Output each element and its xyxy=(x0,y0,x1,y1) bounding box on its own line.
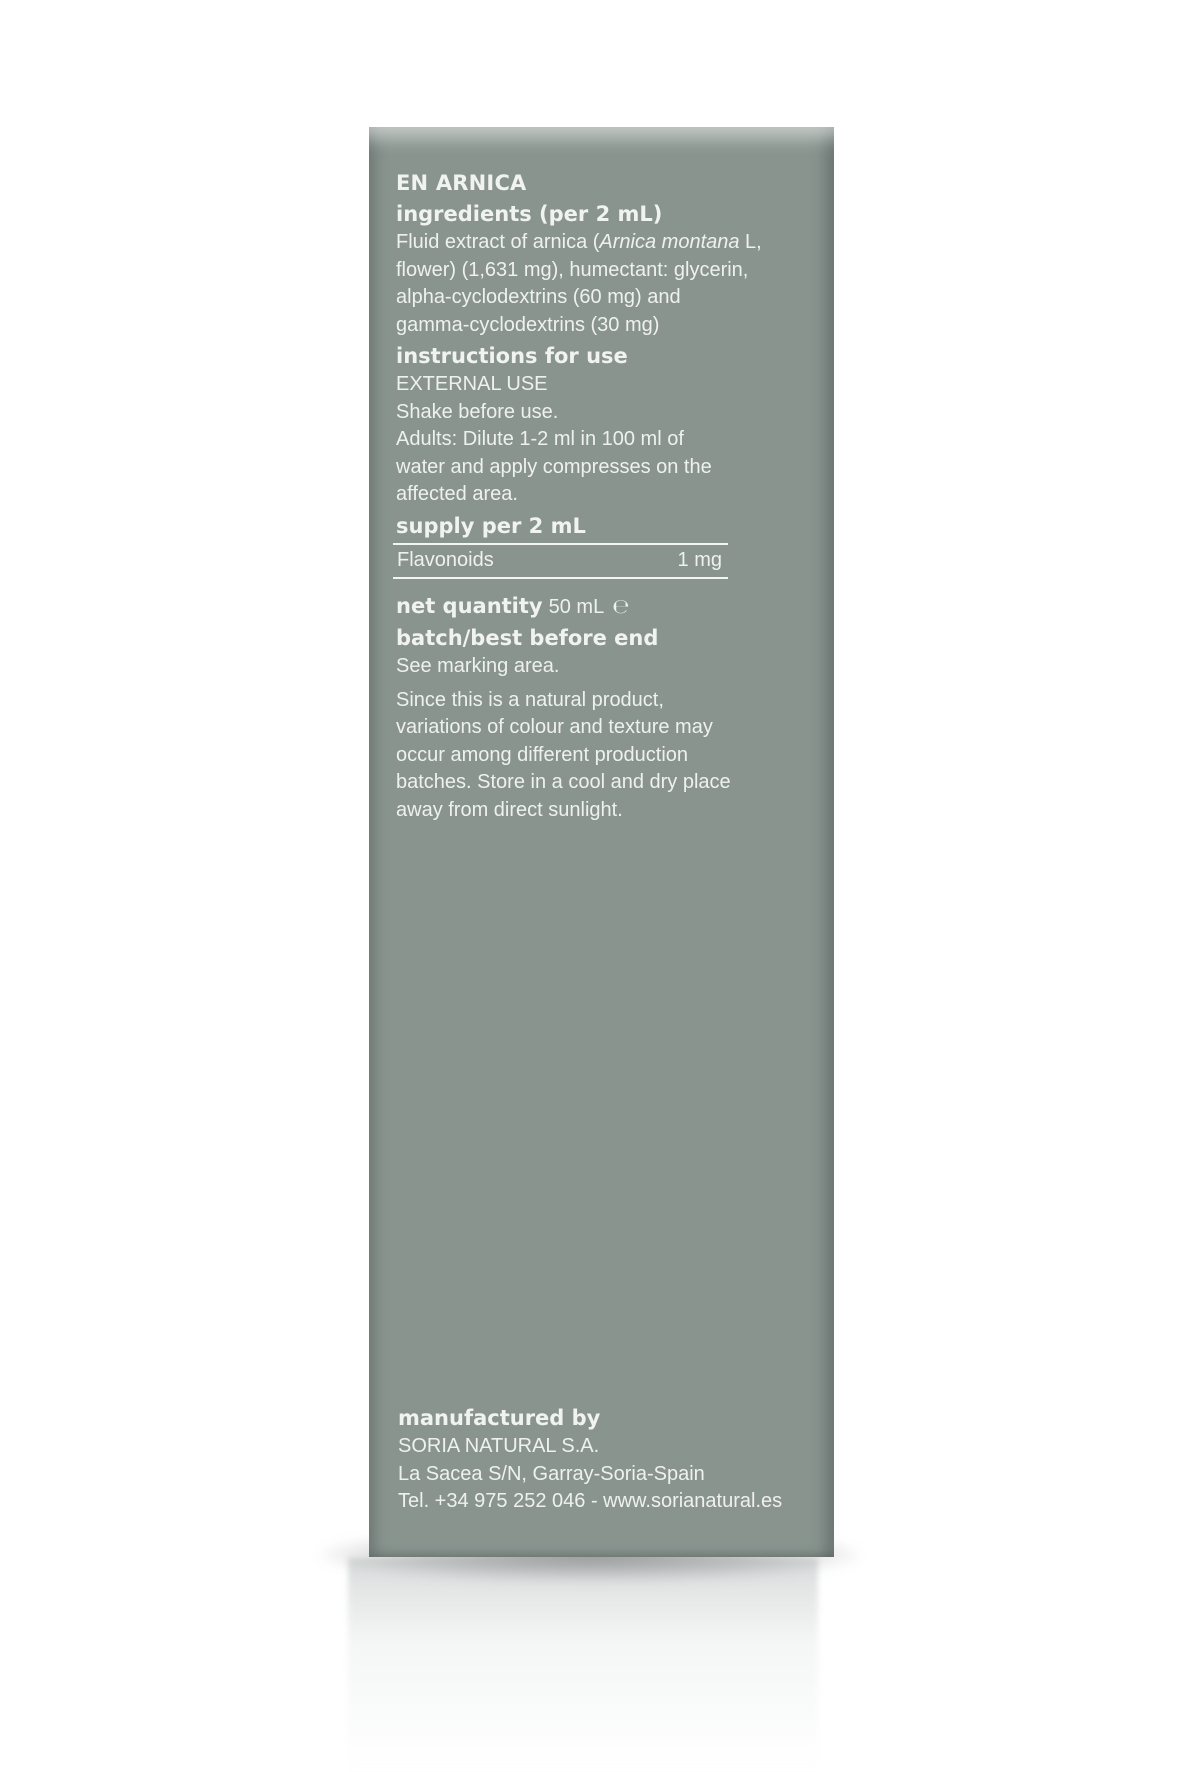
supply-item-name: Flavonoids xyxy=(397,549,494,571)
ingredients-text xyxy=(396,229,806,339)
ingredients-heading: ingredients (per 2 mL) xyxy=(396,202,663,226)
instructions-text xyxy=(396,371,806,509)
ingredients-latin-name: Arnica montana xyxy=(599,231,740,253)
ingredients-line2: flower) (1,631 mg), humectant: glycerin, xyxy=(396,258,749,281)
box-reflection xyxy=(348,1558,818,1772)
manufacturer-contact: Tel. +34 975 252 046 - www.sorianatural.es xyxy=(398,1490,783,1512)
net-quantity xyxy=(396,591,806,622)
net-quantity-label: net quantity xyxy=(396,593,543,618)
manufacturer-name: SORIA NATURAL S.A. xyxy=(398,1435,600,1457)
estimated-sign-icon: ℮ xyxy=(612,593,630,618)
instructions-line5: affected area. xyxy=(396,483,518,505)
notice-line1: Since this is a natural product, xyxy=(396,688,664,711)
batch-heading: batch/best before end xyxy=(396,626,659,650)
notice-line4: batches. Store in a cool and dry place xyxy=(396,771,731,793)
notice-line5: away from direct sunlight. xyxy=(396,798,623,821)
product-title: EN ARNICA xyxy=(396,171,527,195)
instructions-line3: Adults: Dilute 1-2 ml in 100 ml of xyxy=(396,428,684,450)
supply-table-row xyxy=(393,543,728,579)
instructions-line1: EXTERNAL USE xyxy=(396,373,548,395)
instructions-line4: water and apply compresses on the xyxy=(396,455,712,478)
ingredients-line3: alpha-cyclodextrins (60 mg) and xyxy=(396,286,681,308)
net-quantity-value: 50 mL xyxy=(548,595,605,618)
product-box-side-panel xyxy=(369,127,834,1557)
manufacturer-address: La Sacea S/N, Garray-Soria-Spain xyxy=(398,1462,705,1485)
ingredients-line1-a: Fluid extract of arnica ( xyxy=(396,231,600,253)
ingredients-line1-b: L, xyxy=(739,231,762,253)
supply-item-amount: 1 mg xyxy=(677,549,722,571)
batch-text: See marking area. xyxy=(396,655,560,677)
supply-heading: supply per 2 mL xyxy=(396,513,586,538)
notice-line2: variations of colour and texture may xyxy=(396,716,713,738)
manufacturer-block xyxy=(398,1403,818,1516)
instructions-heading: instructions for use xyxy=(396,344,628,368)
instructions-line2: Shake before use. xyxy=(396,400,559,423)
manufacturer-details xyxy=(398,1433,818,1516)
ingredients-line4: gamma-cyclodextrins (30 mg) xyxy=(396,313,660,336)
notice-line3: occur among different production xyxy=(396,743,689,766)
natural-product-notice xyxy=(396,687,806,825)
manufacturer-heading: manufactured by xyxy=(398,1406,601,1430)
label-content xyxy=(396,169,806,824)
